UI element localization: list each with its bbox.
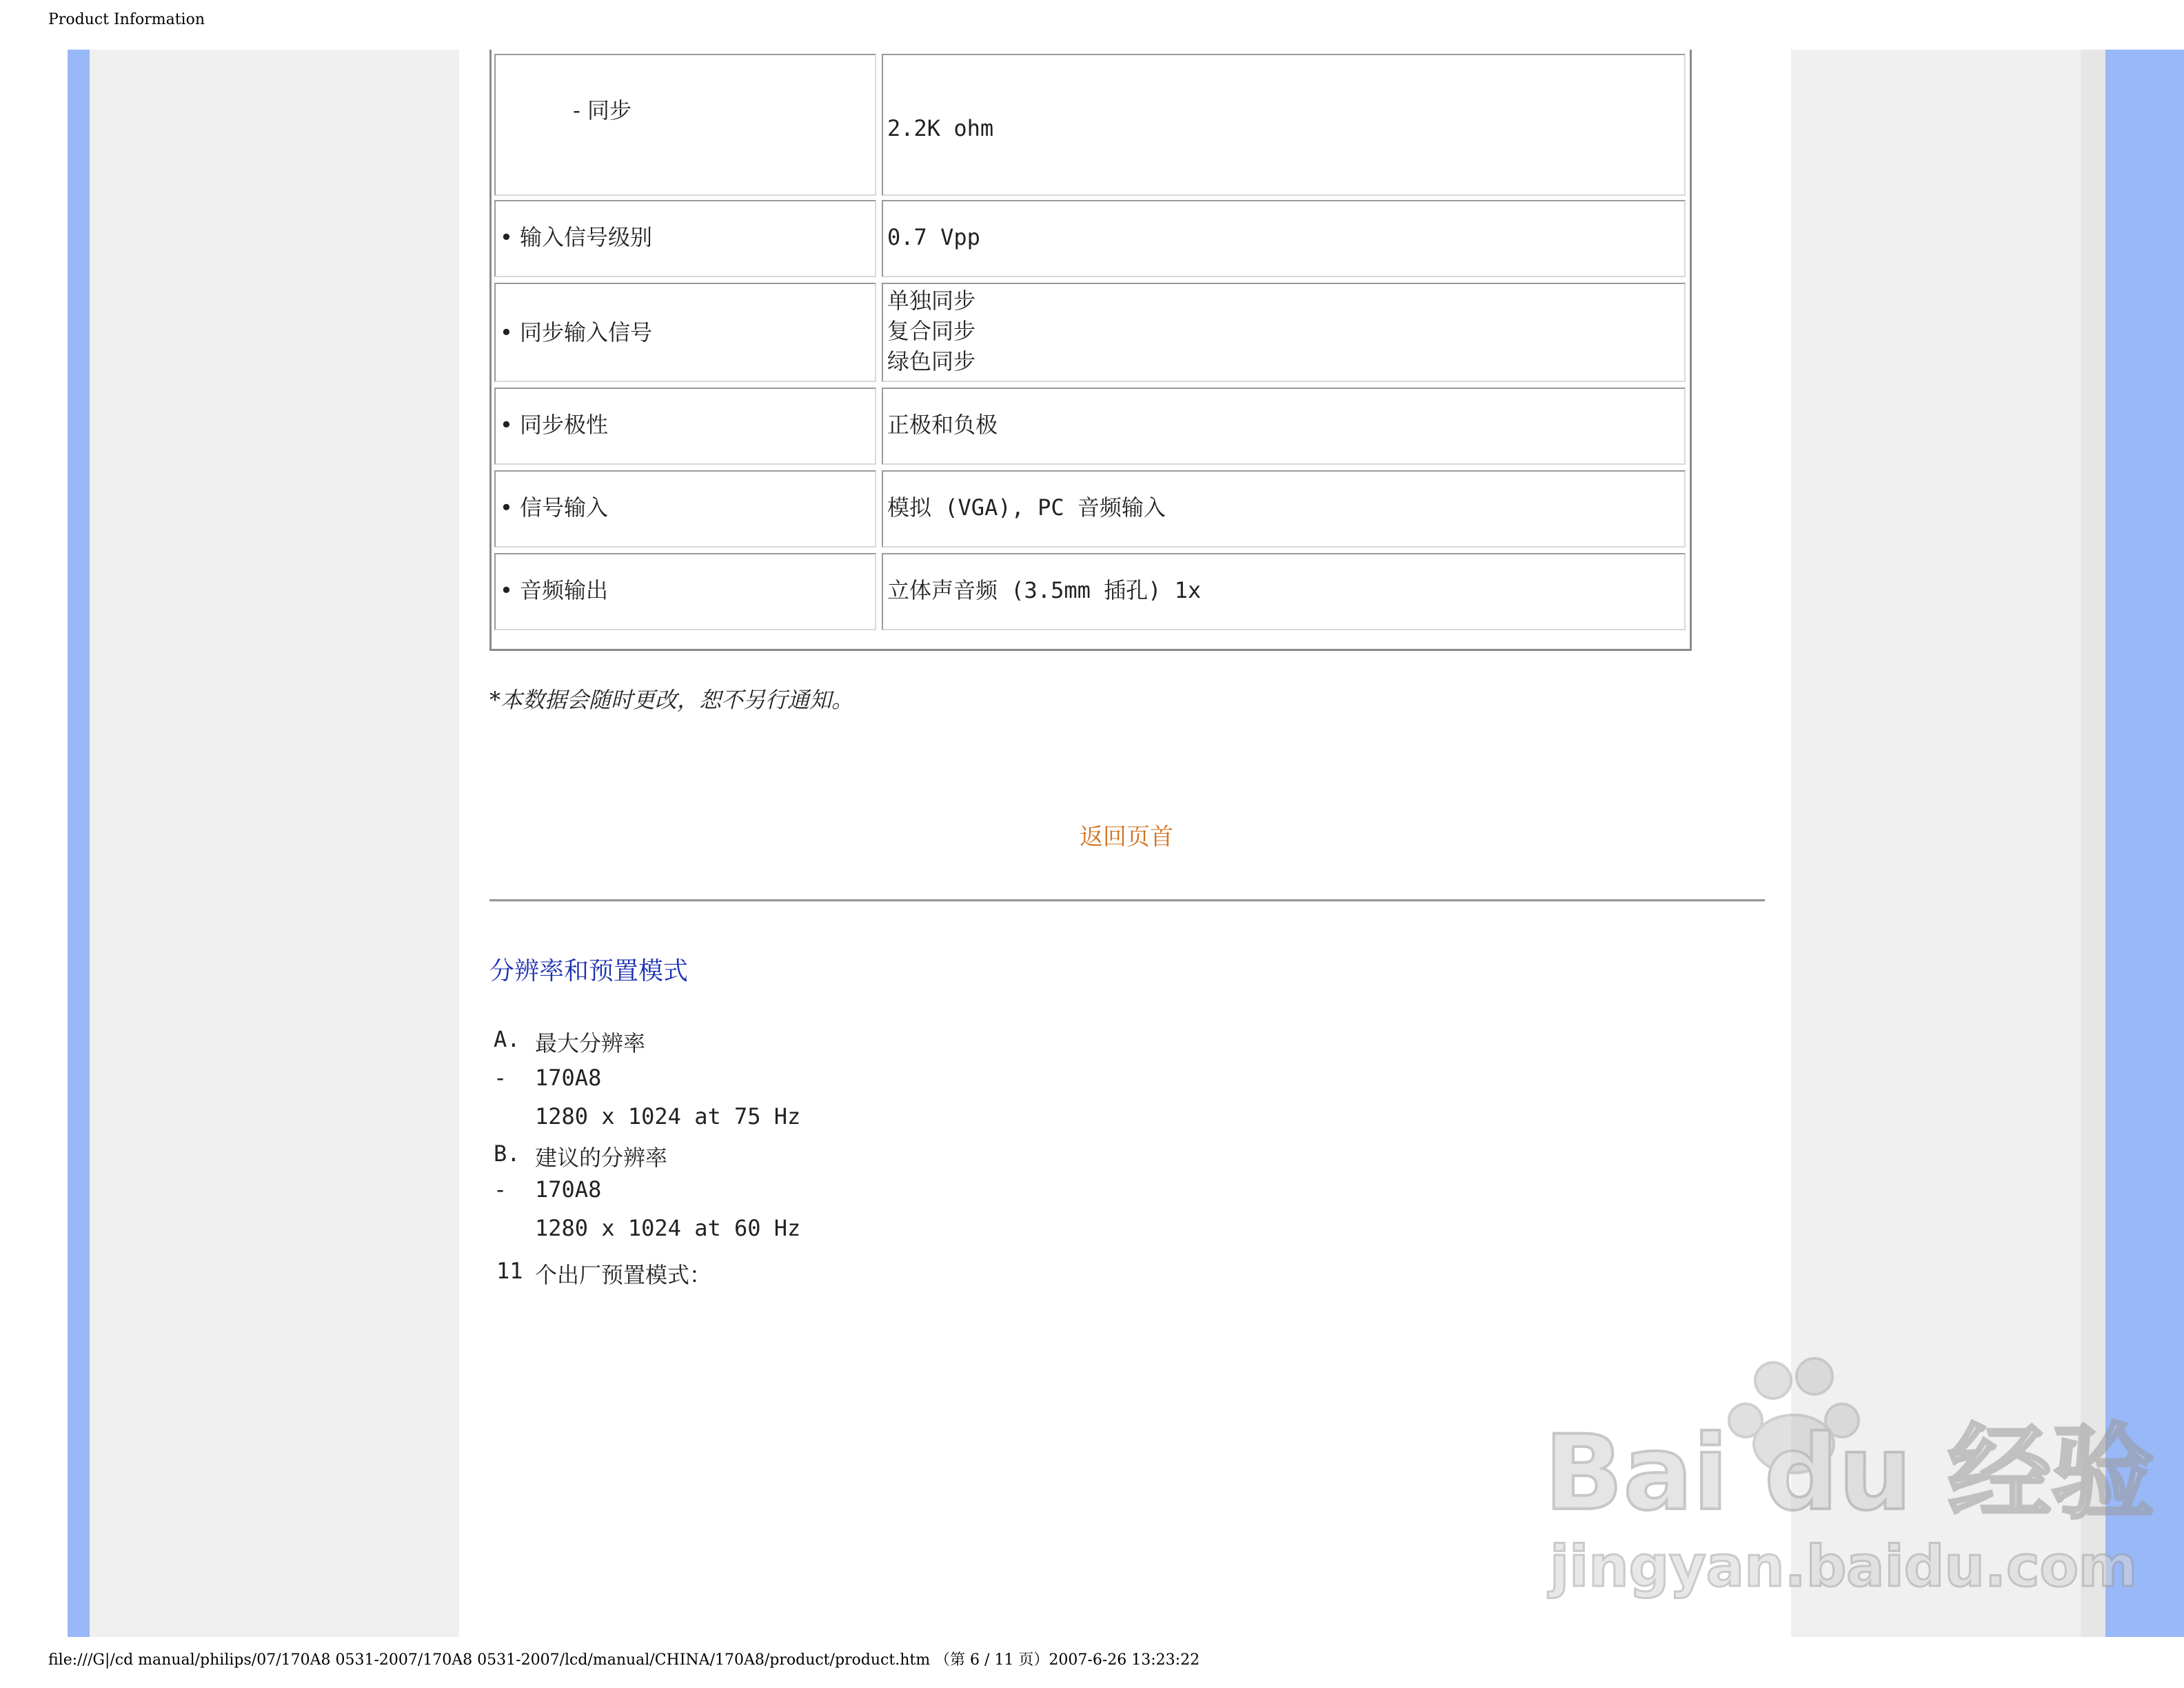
spec-value: 正极和负极 — [887, 412, 998, 438]
watermark-brand: Bai du 经验 — [1544, 1414, 2155, 1534]
watermark-domain: jingyan.baidu.com — [1550, 1534, 2138, 1600]
spec-value-cell — [882, 388, 1686, 465]
spec-label-cell — [494, 200, 876, 277]
page-header-title: Product Information — [48, 11, 205, 28]
list-marker: 11 — [496, 1258, 523, 1284]
right-frame-blue-bar — [2105, 50, 2184, 1637]
spec-label-cell — [494, 54, 876, 196]
spec-table — [489, 50, 1692, 651]
list-item: 最大分辨率 — [535, 1030, 646, 1056]
spec-value-cell — [882, 470, 1686, 547]
spec-value-line: 单独同步 — [887, 288, 976, 314]
paw-pad-icon — [1797, 1358, 1832, 1394]
list-item: 1280 x 1024 at 75 Hz — [535, 1103, 801, 1129]
spec-label: • 同步极性 — [500, 412, 609, 438]
spec-label-cell — [494, 553, 876, 630]
spec-value-line: 绿色同步 — [887, 348, 976, 374]
back-to-top-link[interactable]: 返回页首 — [1080, 823, 1173, 851]
spec-label: • 音频输出 — [500, 577, 609, 603]
spec-label: - 同步 — [573, 97, 631, 123]
spec-label-cell — [494, 388, 876, 465]
list-item: 170A8 — [535, 1065, 602, 1091]
disclaimer-note: *本数据会随时更改，恕不另行通知。 — [489, 687, 854, 713]
list-item: 1280 x 1024 at 60 Hz — [535, 1215, 801, 1241]
list-item: 个出厂预置模式： — [535, 1262, 712, 1288]
spec-label-cell — [494, 283, 876, 382]
spec-label-cell — [494, 470, 876, 547]
baidu-jingyan-watermark — [1544, 1352, 2155, 1607]
spec-value-line: 复合同步 — [887, 318, 976, 344]
left-frame-panel — [90, 50, 459, 1637]
spec-value: 模拟 (VGA), PC 音频输入 — [887, 494, 1166, 521]
paw-pad-icon — [1755, 1363, 1791, 1398]
section-divider — [489, 899, 1765, 902]
spec-value-cell — [882, 200, 1686, 277]
left-frame-blue-bar — [68, 50, 90, 1637]
spec-value: 2.2K ohm — [887, 115, 994, 141]
spec-label: • 输入信号级别 — [500, 224, 653, 250]
list-marker: - — [494, 1065, 507, 1091]
list-item: 建议的分辨率 — [535, 1145, 668, 1171]
spec-value-cell — [882, 54, 1686, 196]
list-marker: A. — [494, 1026, 520, 1052]
right-frame-divider — [2081, 50, 2105, 1637]
spec-value-cell — [882, 553, 1686, 630]
list-item: 170A8 — [535, 1176, 602, 1203]
section-heading: 分辨率和预置模式 — [489, 957, 689, 985]
spec-label: • 信号输入 — [500, 494, 609, 521]
page-footer: file:///G|/cd manual/philips/07/170A8 0531-2007/170A8 0531-2007/lcd/manual/CHINA/170A8/product/product.htm （第 6 / 11 页）2007-6-26 13:23:22 — [48, 1651, 1200, 1669]
spec-label: • 同步输入信号 — [500, 319, 653, 345]
list-marker: - — [494, 1176, 507, 1203]
spec-value: 0.7 Vpp — [887, 224, 980, 250]
list-marker: B. — [494, 1141, 520, 1167]
spec-value-cell — [882, 283, 1686, 382]
spec-value: 立体声音频 (3.5mm 插孔) 1x — [887, 577, 1202, 603]
